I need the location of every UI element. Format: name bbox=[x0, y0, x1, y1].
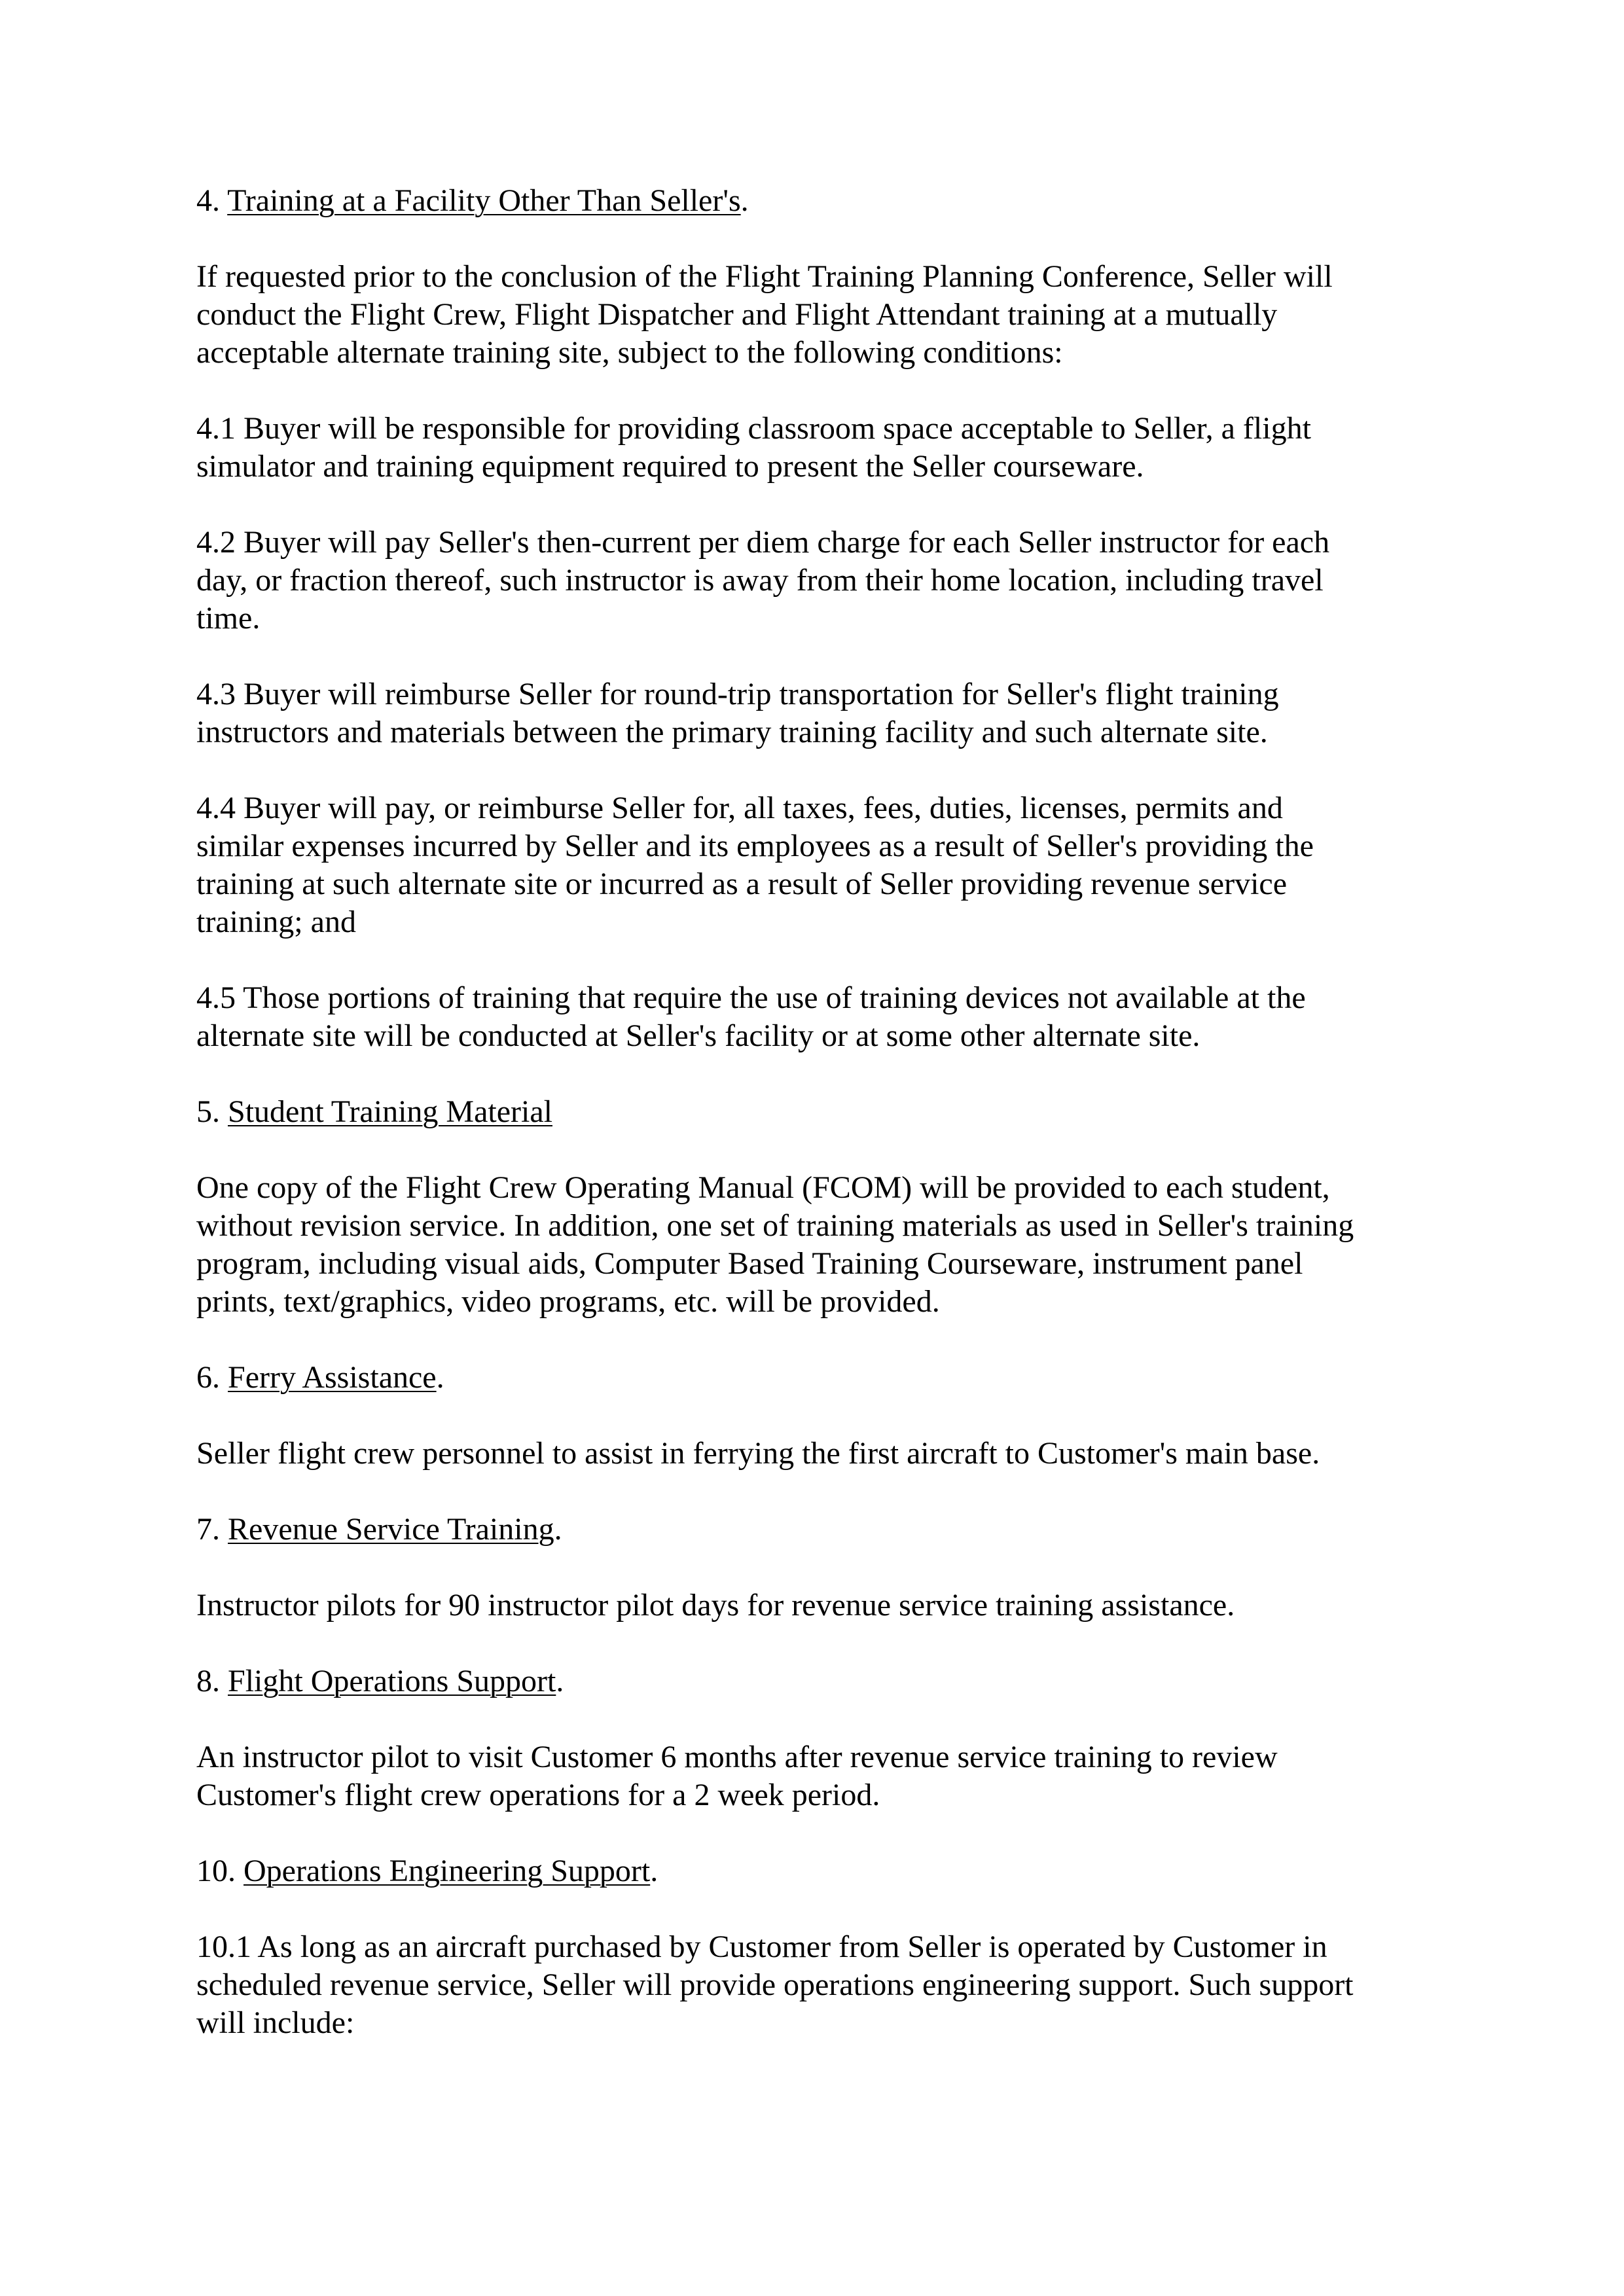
section-6-heading bbox=[196, 1359, 1440, 1397]
heading-suffix: . bbox=[436, 1360, 444, 1395]
section-8-body: An instructor pilot to visit Customer 6 months after revenue service training to review Customer's flight crew operations for a 2 week period. bbox=[196, 1740, 1278, 1812]
section-number: 10. bbox=[196, 1854, 244, 1888]
document-page bbox=[196, 182, 1440, 2080]
clause-4-3: 4.3 Buyer will reimburse Seller for round-trip transportation for Seller's flight training instructors and materials between the primary training facility and such alternate site. bbox=[196, 677, 1279, 749]
section-6-body: Seller flight crew personnel to assist in ferrying the first aircraft to Customer's main base. bbox=[196, 1436, 1320, 1471]
clause-4-5: 4.5 Those portions of training that require the use of training devices not available at the alternate site will be conducted at Seller's facility or at some other alternate site. bbox=[196, 980, 1306, 1053]
section-10-heading bbox=[196, 1852, 1440, 1890]
heading-suffix: . bbox=[740, 183, 749, 218]
clause-4-4: 4.4 Buyer will pay, or reimburse Seller for, all taxes, fees, duties, licenses, permits and similar expenses incurred by Seller and its employees as a result of Seller's providing the training at such alternate site or incurred as a result of Seller providing revenue service training; and bbox=[196, 791, 1314, 939]
section-7-heading bbox=[196, 1511, 1440, 1549]
section-5-body: One copy of the Flight Crew Operating Manual (FCOM) will be provided to each student, without revision service. In addition, one set of training materials as used in Seller's training program, including visual aids, Computer Based Training Courseware, instrument panel prints, text/graphics, video programs, etc. will be provided. bbox=[196, 1170, 1354, 1319]
section-4-intro: If requested prior to the conclusion of the Flight Training Planning Conference, Seller will conduct the Flight Crew, Flight Dispatcher and Flight Attendant training at a mutually acceptable alternate training site, subject to the following conditions: bbox=[196, 259, 1333, 370]
section-title: Flight Operations Support bbox=[228, 1664, 556, 1698]
section-title: Operations Engineering Support bbox=[244, 1854, 651, 1888]
heading-suffix: . bbox=[650, 1854, 659, 1888]
section-number: 5. bbox=[196, 1094, 228, 1129]
heading-suffix: . bbox=[554, 1512, 562, 1547]
heading-suffix: . bbox=[556, 1664, 564, 1698]
section-4-heading bbox=[196, 182, 1440, 220]
section-7-body: Instructor pilots for 90 instructor pilot days for revenue service training assistance. bbox=[196, 1588, 1235, 1623]
section-title: Student Training Material bbox=[228, 1094, 552, 1129]
section-number: 6. bbox=[196, 1360, 228, 1395]
clause-10-1: 10.1 As long as an aircraft purchased by Customer from Seller is operated by Customer in scheduled revenue service, Seller will provide operations engineering support. Such support will include: bbox=[196, 1929, 1354, 2040]
clause-4-1: 4.1 Buyer will be responsible for providing classroom space acceptable to Seller, a flight simulator and training equipment required to present the Seller courseware. bbox=[196, 411, 1311, 484]
section-number: 7. bbox=[196, 1512, 228, 1547]
section-number: 8. bbox=[196, 1664, 228, 1698]
section-title: Ferry Assistance bbox=[228, 1360, 437, 1395]
clause-4-2: 4.2 Buyer will pay Seller's then-current per diem charge for each Seller instructor for each day, or fraction thereof, such instructor is away from their home location, including travel time. bbox=[196, 525, 1330, 636]
section-title: Revenue Service Training bbox=[228, 1512, 554, 1547]
section-title: Training at a Facility Other Than Seller's bbox=[227, 183, 741, 218]
section-number: 4. bbox=[196, 183, 228, 218]
section-8-heading bbox=[196, 1662, 1440, 1700]
section-5-heading bbox=[196, 1093, 1440, 1131]
